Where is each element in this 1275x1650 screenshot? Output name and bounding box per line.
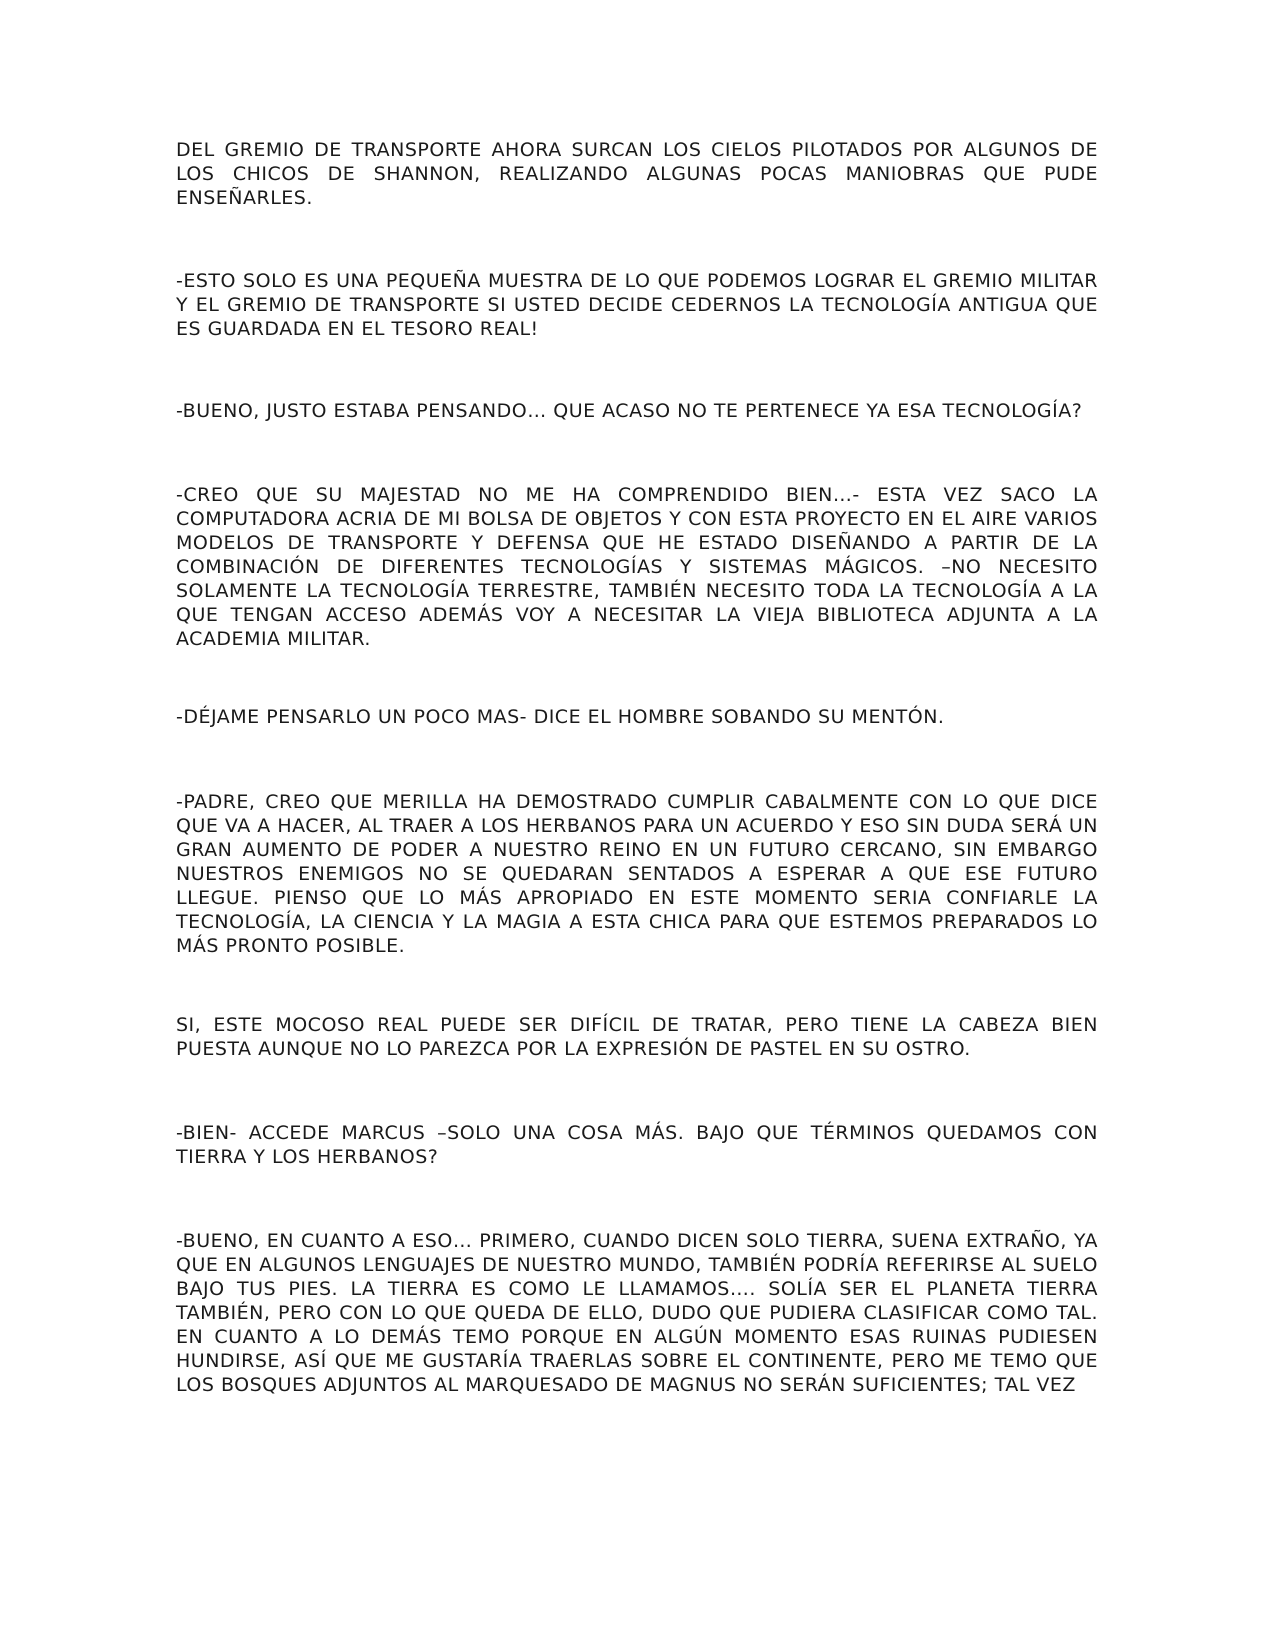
paragraph-9: -BUENO, EN CUANTO A ESO… PRIMERO, CUANDO DICEN SOLO TIERRA, SUENA EXTRAÑO, YA QUE EN ALGUNOS LENGUAJES DE NUESTRO MUNDO, TAMBIÉN PODRÍA REFERIRSE AL SUELO BAJO TUS PIES. LA TIERRA ES COMO LE LLAMAMOS…. SOLÍA SER EL PLANETA TIERRA TAMBIÉN, PERO CON LO QUE QUEDA DE ELLO, DUDO QUE PUDIERA CLASIFICAR COMO TAL. EN CUANTO A LO DEMÁS TEMO PORQUE EN ALGÚN MOMENTO ESAS RUINAS PUDIESEN HUNDIRSE, ASÍ QUE ME GUSTARÍA TRAERLAS SOBRE EL CONTINENTE, PERO ME TEMO QUE LOS BOSQUES ADJUNTOS AL MARQUESADO DE MAGNUS NO SERÁN SUFICIENTES; TAL VEZ <box>176 1230 1098 1396</box>
paragraph-2: -ESTO SOLO ES UNA PEQUEÑA MUESTRA DE LO QUE PODEMOS LOGRAR EL GREMIO MILITAR Y EL GREMIO DE TRANSPORTE SI USTED DECIDE CEDERNOS LA TECNOLOGÍA ANTIGUA QUE ES GUARDADA EN EL TESORO REAL! <box>176 270 1098 340</box>
paragraph-4: -CREO QUE SU MAJESTAD NO ME HA COMPRENDIDO BIEN…- ESTA VEZ SACO LA COMPUTADORA ACRIA DE MI BOLSA DE OBJETOS Y CON ESTA PROYECTO EN EL AIRE VARIOS MODELOS DE TRANSPORTE Y DEFENSA QUE HE ESTADO DISEÑANDO A PARTIR DE LA COMBINACIÓN DE DIFERENTES TECNOLOGÍAS Y SISTEMAS MÁGICOS. –NO NECESITO SOLAMENTE LA TECNOLOGÍA TERRESTRE, TAMBIÉN NECESITO TODA LA TECNOLOGÍA A LA QUE TENGAN ACCESO ADEMÁS VOY A NECESITAR LA VIEJA BIBLIOTECA ADJUNTA A LA ACADEMIA MILITAR. <box>176 484 1098 650</box>
paragraph-7: SI, ESTE MOCOSO REAL PUEDE SER DIFÍCIL DE TRATAR, PERO TIENE LA CABEZA BIEN PUESTA AUNQUE NO LO PAREZCA POR LA EXPRESIÓN DE PASTEL EN SU OSTRO. <box>176 1014 1098 1060</box>
paragraph-3: -BUENO, JUSTO ESTABA PENSANDO… QUE ACASO NO TE PERTENECE YA ESA TECNOLOGÍA? <box>176 400 1083 422</box>
paragraph-8: -BIEN- ACCEDE MARCUS –SOLO UNA COSA MÁS. BAJO QUE TÉRMINOS QUEDAMOS CON TIERRA Y LOS HERBANOS? <box>176 1122 1098 1168</box>
paragraph-5: -DÉJAME PENSARLO UN POCO MAS- DICE EL HOMBRE SOBANDO SU MENTÓN. <box>176 706 945 728</box>
paragraph-1: DEL GREMIO DE TRANSPORTE AHORA SURCAN LOS CIELOS PILOTADOS POR ALGUNOS DE LOS CHICOS DE SHANNON, REALIZANDO ALGUNAS POCAS MANIOBRAS QUE PUDE ENSEÑARLES. <box>176 139 1098 209</box>
paragraph-6: -PADRE, CREO QUE MERILLA HA DEMOSTRADO CUMPLIR CABALMENTE CON LO QUE DICE QUE VA A HACER, AL TRAER A LOS HERBANOS PARA UN ACUERDO Y ESO SIN DUDA SERÁ UN GRAN AUMENTO DE PODER A NUESTRO REINO EN UN FUTURO CERCANO, SIN EMBARGO NUESTROS ENEMIGOS NO SE QUEDARAN SENTADOS A ESPERAR A QUE ESE FUTURO LLEGUE. PIENSO QUE LO MÁS APROPIADO EN ESTE MOMENTO SERIA CONFIARLE LA TECNOLOGÍA, LA CIENCIA Y LA MAGIA A ESTA CHICA PARA QUE ESTEMOS PREPARADOS LO MÁS PRONTO POSIBLE. <box>176 791 1098 957</box>
